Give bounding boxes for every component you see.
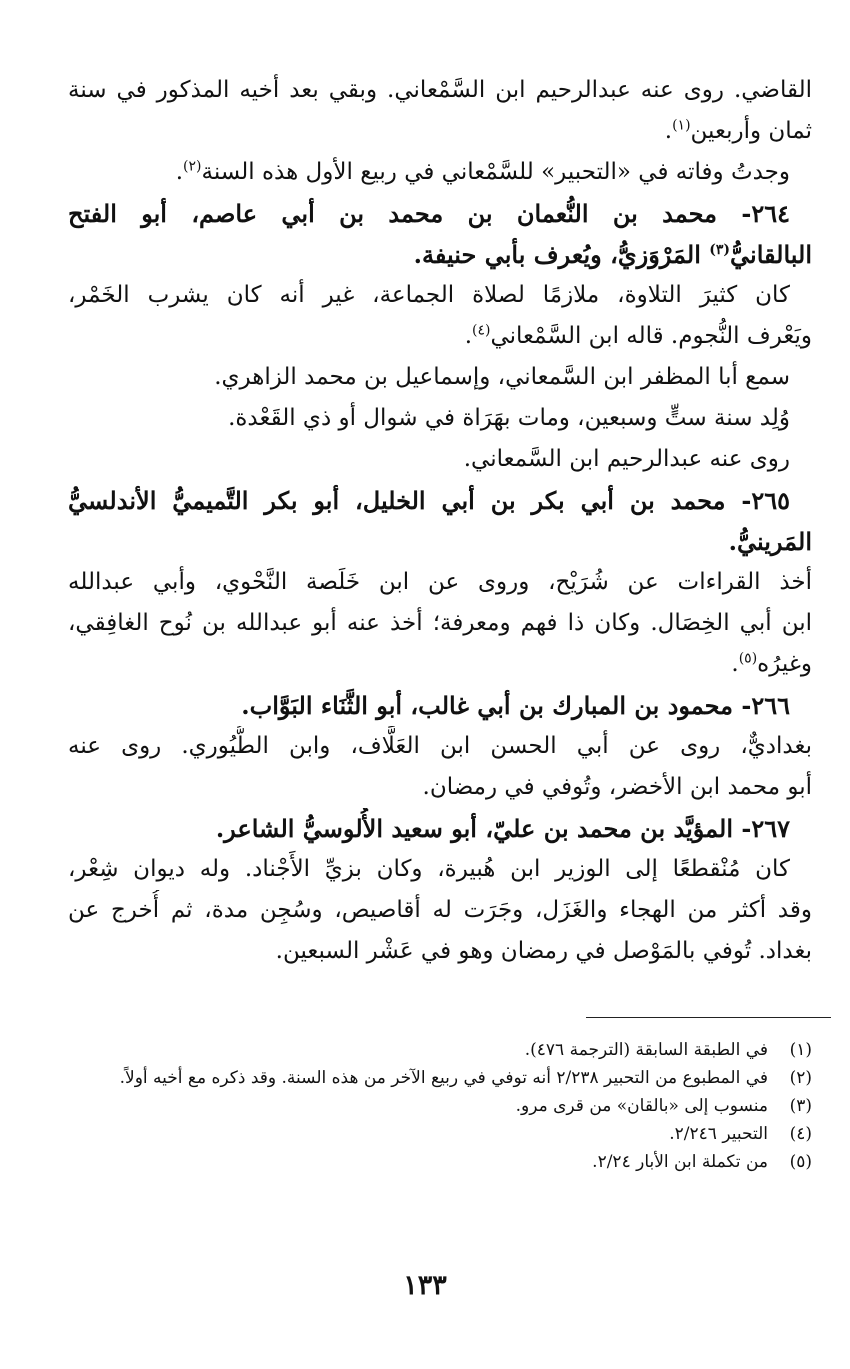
page-number: ١٣٣ — [403, 1270, 447, 1301]
footnote-separator — [586, 1017, 831, 1018]
footnote-text: في المطبوع من التحبير ٢/٢٣٨ أنه توفي في ربيع الآخر من هذه السنة. وقد ذكره مع أخيه أولاً. — [119, 1068, 768, 1088]
footnote-number: (٤) — [789, 1124, 812, 1144]
entry-heading-265: ٢٦٥- محمد بن أبي بكر بن أبي الخليل، أبو بكر التَّميميُّ الأندلسيُّ — [68, 486, 790, 515]
text-line: بغداد. تُوفي بالمَوْصل في رمضان وهو في عَشْر السبعين. — [275, 938, 812, 964]
footnote — [68, 1064, 812, 1092]
entry-heading-264: ٢٦٤- محمد بن النُّعمان بن محمد بن أبي عاصم، أبو الفتح — [68, 199, 790, 228]
footnote-number: (٢) — [789, 1068, 812, 1088]
text-line: القاضي. روى عنه عبدالرحيم ابن السَّمْعاني. وبقي بعد أخيه المذكور في سنة — [68, 77, 812, 103]
footnote — [68, 1092, 812, 1120]
footnote-number: (٣) — [789, 1096, 812, 1116]
main-text — [68, 70, 812, 972]
footnote-number: (١) — [789, 1040, 812, 1060]
footnotes — [68, 1036, 812, 1176]
footnote-text: من تكملة ابن الأبار ٢/٢٤. — [592, 1152, 768, 1172]
footnote — [68, 1120, 812, 1148]
footnote-marker: (٣) — [709, 242, 731, 258]
entry-heading-266: ٢٦٦- محمود بن المبارك بن أبي غالب، أبو الثَّنَاء البَوَّاب. — [241, 691, 790, 720]
footnote-text: التحبير ٢/٢٤٦. — [669, 1124, 768, 1144]
text-line: وغيرُه$^{(٥)}$. — [731, 650, 812, 677]
footnote-text: في الطبقة السابقة (الترجمة ٤٧٦). — [524, 1040, 768, 1060]
footnote — [68, 1148, 812, 1176]
text-line: ثمان وأربعين$^{(١)}$. — [664, 117, 812, 144]
entry-heading-267: ٢٦٧- المؤيَّد بن محمد بن عليّ، أبو سعيد الأُلوسيُّ الشاعر. — [215, 814, 790, 843]
text-line: ويَعْرف النُّجوم. قاله ابن السَّمْعاني$^{(٤)}$. — [464, 322, 812, 349]
footnote-text: منسوب إلى «بالقان» من قرى مرو. — [515, 1096, 768, 1116]
footnote-marker: (١) — [672, 117, 691, 134]
text-line: سمع أبا المظفر ابن السَّمعاني، وإسماعيل بن محمد الزاهري. — [214, 364, 790, 390]
text-line: أبو محمد ابن الأخضر، وتُوفي في رمضان. — [422, 774, 812, 800]
entry-heading-265-cont: المَرينيُّ. — [728, 527, 812, 556]
footnote-marker: (٤) — [472, 322, 491, 339]
text-line: أخذ القراءات عن شُرَيْح، وروى عن ابن خَلَصة النَّحْوي، وأبي عبدالله — [68, 569, 812, 595]
footnote-number: (٥) — [789, 1152, 812, 1172]
text-line: بغداديٌّ، روى عن أبي الحسن ابن العَلَّاف، وابن الطُّيُوري. روى عنه — [68, 733, 812, 759]
footnote-marker: (٥) — [738, 650, 758, 667]
footnote-marker: (٢) — [183, 158, 202, 175]
text-line: كان كثيرَ التلاوة، ملازمًا لصلاة الجماعة، غير أنه كان يشرب الخَمْر، — [68, 282, 790, 308]
text-line: ابن أبي الخِصَال. وكان ذا فهم ومعرفة؛ أخذ عنه أبو عبدالله بن نُوح الغافِقي، — [68, 610, 812, 636]
entry-heading-264-cont: البالقانيُّ$^{(٣)}$ المَرْوَزيُّ، ويُعرف بأبي حنيفة. — [413, 240, 812, 269]
text-line: وجدتُ وفاته في «التحبير» للسَّمْعاني في ربيع الأول هذه السنة$^{(٢)}$. — [175, 158, 790, 185]
footnote — [68, 1036, 812, 1064]
text-line: كان مُنْقطعًا إلى الوزير ابن هُبيرة، وكان بزيِّ الأَجْناد. وله ديوان شِعْر، — [68, 856, 790, 882]
text-line: وُلِد سنة ستٍّ وسبعين، ومات بهَرَاة في شوال أو ذي القَعْدة. — [228, 405, 790, 431]
text-line: وقد أكثر من الهجاء والغَزَل، وجَرَت له أقاصيص، وسُجِن مدة، ثم أُخرج عن — [68, 897, 812, 923]
text-line: روى عنه عبدالرحيم ابن السَّمعاني. — [463, 446, 790, 472]
